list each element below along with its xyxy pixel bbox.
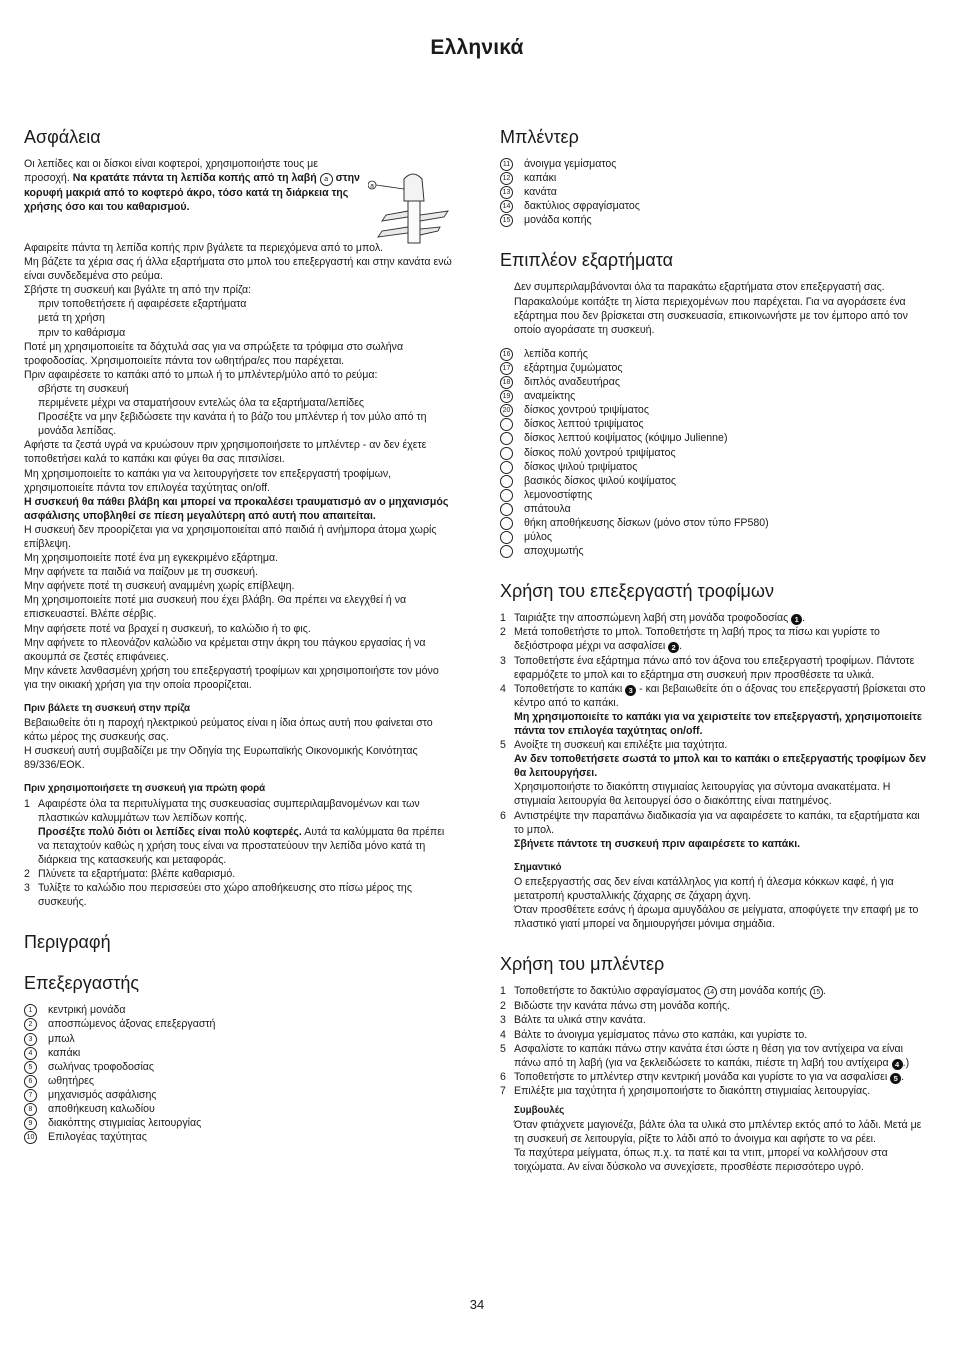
description-heading: Περιγραφή xyxy=(24,932,111,953)
step-number: 6 xyxy=(500,809,506,822)
safety-p6-item-2: περιμένετε μέχρι να σταματήσουν εντελώς όλα τα εξαρτήματα/λεπίδες xyxy=(38,397,365,410)
part-ref-marker: 14 xyxy=(704,986,717,999)
step-number: 5 xyxy=(500,739,506,752)
step-number: 3 xyxy=(500,1014,506,1027)
step-text: Επιλέξτε μια ταχύτητα ή χρησιμοποιήστε το διακόπτη στιγμιαίας λειτουργίας. xyxy=(514,1084,871,1097)
part-ref-marker: 15 xyxy=(810,986,823,999)
item-label: σωλήνας τροφοδοσίας xyxy=(48,1060,155,1073)
item-number: 11 xyxy=(500,158,513,171)
item-number xyxy=(500,418,513,431)
first-use-subheading: Πριν χρησιμοποιήσετε τη συσκευή για πρώτη φορά xyxy=(24,783,266,795)
right-column xyxy=(500,126,928,1174)
item-number: 6 xyxy=(24,1075,37,1088)
item-number: 14 xyxy=(500,200,513,213)
processor-step-6 xyxy=(500,809,928,851)
item-number: 5 xyxy=(24,1061,37,1074)
plug-p1: Βεβαιωθείτε ότι η παροχή ηλεκτρικού ρεύματος είναι η ίδια όπως αυτή που φαίνεται στο κάτω μέρος της συσκευής σας. xyxy=(24,717,433,744)
list-item xyxy=(24,1074,454,1088)
safety-p13: Μην αφήνετε ποτέ τη συσκευή αναμμένη χωρίς επίβλεψη. xyxy=(24,580,295,593)
item-number xyxy=(500,503,513,516)
processor-step-1 xyxy=(500,611,928,625)
first-use-step-1-text: Αφαιρέστε όλα τα περιτυλίγματα της συσκευασίας συμπεριλαμβανομένων και των πλαστικών καλυμμάτων των λεπίδων κοπής. xyxy=(38,797,420,824)
item-number xyxy=(500,461,513,474)
item-number xyxy=(500,489,513,502)
item-number: 8 xyxy=(24,1103,37,1116)
step-text: Βάλτε το άνοιγμα γεμίσματος πάνω στο καπάκι, και γυρίστε το. xyxy=(514,1028,808,1041)
blender-step-2 xyxy=(500,999,928,1013)
step-text-rest: - και βεβαιωθείτε ότι ο άξονας του επεξεργαστή βρίσκεται στο κέντρο από το καπάκι. xyxy=(514,682,926,709)
item-number: 1 xyxy=(24,1004,37,1017)
plug-subheading: Πριν βάλετε τη συσκευή στην πρίζα xyxy=(24,703,191,714)
list-item xyxy=(500,375,928,389)
step-text: Τοποθετήστε το καπάκι xyxy=(514,682,626,695)
safety-p3: Μη βάζετε τα χέρια σας ή άλλα εξαρτήματα στο μπολ του επεξεργαστή και στην κανάτα ενώ είναι συνδεδεμένα στο ρεύμα. xyxy=(24,256,452,283)
step-number: 7 xyxy=(500,1084,506,1097)
item-label: κανάτα xyxy=(524,186,557,199)
item-number xyxy=(500,432,513,445)
step-warning: Σβήνετε πάντοτε τη συσκευή πριν αφαιρέσετε το καπάκι. xyxy=(514,837,801,850)
blender-step-1 xyxy=(500,984,928,999)
first-use-step-2 xyxy=(24,867,454,881)
step-text: Βιδώστε την κανάτα πάνω στη μονάδα κοπής. xyxy=(514,1000,731,1013)
safety-p9-warning: Η συσκευή θα πάθει βλάβη και μπορεί να προκαλέσει τραυματισμό αν ο μηχανισμός ασφάλισης υποβληθεί σε πίεση μεγαλύτερη από αυτή που απαιτείται. xyxy=(24,495,449,522)
item-number: 3 xyxy=(24,1033,37,1046)
item-number: 20 xyxy=(500,404,513,417)
item-label: άνοιγμα γεμίσματος xyxy=(524,158,617,170)
list-item xyxy=(500,502,928,516)
item-number: 9 xyxy=(24,1117,37,1130)
safety-intro xyxy=(24,157,454,241)
item-label: λεμονοστίφτης xyxy=(524,488,593,501)
blender-step-7 xyxy=(500,1084,928,1098)
blender-step-4 xyxy=(500,1028,928,1042)
important-heading: Σημαντικό xyxy=(514,861,562,873)
item-label: βασικός δίσκος ψιλού κοψίματος xyxy=(524,474,677,487)
safety-p6-item-1: σβήστε τη συσκευή xyxy=(38,382,129,395)
list-item xyxy=(500,171,928,185)
step-marker: 3 xyxy=(625,685,636,696)
extras-intro: Δεν συμπεριλαμβάνονται όλα τα παρακάτω εξαρτήματα στον επεξεργαστή σας. Παρακαλούμε κοιτάξτε τη λίστα περιεχομένων που παρέχεται. Για να αγοράσετε ένα εξάρτημα που δεν βρίσκεται στη συσκευασία, επικοινωνήστε με τον έμπορο από τον οποίο αγοράσατε τη συσκευή. xyxy=(514,281,908,336)
list-item xyxy=(500,347,928,361)
step-number: 2 xyxy=(500,626,506,639)
step-number: 2 xyxy=(24,868,30,881)
safety-p16: Μην αφήνετε το πλεονάζον καλώδιο να κρέμεται στην άκρη του πάγκου εργασίας ή να ακουμπά σε ζεστές επιφάνειες. xyxy=(24,636,426,663)
list-item xyxy=(500,213,928,227)
item-number xyxy=(500,475,513,488)
item-number: 17 xyxy=(500,362,513,375)
list-item xyxy=(500,544,928,558)
page-number: 34 xyxy=(469,1297,485,1312)
list-item xyxy=(500,516,928,530)
processor-step-3 xyxy=(500,654,928,682)
extras-list xyxy=(500,347,928,558)
step-number: 4 xyxy=(500,682,506,695)
step-number: 3 xyxy=(24,882,30,895)
important-p1: Ο επεξεργαστής σας δεν είναι κατάλληλος για κοπή ή άλεσμα κόκκων καφέ, ή για μετατροπή κρυσταλλικής ζάχαρης σε ζάχαρη άχνη. xyxy=(514,875,894,903)
safety-p1-bold-2: στην κορυφή μακριά από το κοφτερό άκρο, τόσο κατά τη διάρκεια της χρήσης όσο και του καθαρισμού. xyxy=(24,172,360,214)
step-text: Τοποθετήστε το δακτύλιο σφραγίσματος xyxy=(514,985,704,998)
item-label: καπάκι xyxy=(524,172,557,185)
processor-step-4 xyxy=(500,682,928,738)
item-label: μύλος xyxy=(524,531,553,544)
item-label: αναμείκτης xyxy=(524,390,576,403)
step-number: 3 xyxy=(500,654,506,667)
list-item xyxy=(500,389,928,403)
step-text: Μετά τοποθετήστε το μπολ. Τοποθετήστε τη λαβή προς τα πίσω και γυρίστε το δεξιόστροφα μέχρι να ασφαλίσει xyxy=(514,626,880,653)
step-text-end: .) xyxy=(902,1056,910,1069)
item-number: 15 xyxy=(500,214,513,227)
item-label: ωθητήρες xyxy=(48,1074,94,1087)
safety-p4: Σβήστε τη συσκευή και βγάλτε τη από την πρίζα: xyxy=(24,284,252,297)
use-blender-heading: Χρήση του μπλέντερ xyxy=(500,954,665,975)
list-item xyxy=(24,1046,454,1060)
safety-p6: Πριν αφαιρέσετε το καπάκι από το μπωλ ή το μπλέντερ/μύλο από το ρεύμα: xyxy=(24,368,378,381)
item-label: διπλός αναδευτήρας xyxy=(524,376,620,389)
list-item xyxy=(24,1003,454,1017)
list-item xyxy=(500,157,928,171)
item-label: θήκη αποθήκευσης δίσκων (μόνο στον τύπο FP580) xyxy=(524,516,769,529)
safety-p1-bold-1: Να κρατάτε πάντα τη λεπίδα κοπής από τη λαβή xyxy=(72,172,320,185)
item-label: μπωλ xyxy=(48,1032,75,1045)
step-number: 1 xyxy=(500,985,506,998)
safety-p7: Αφήστε τα ζεστά υγρά να κρυώσουν πριν χρησιμοποιήσετε το μπλέντερ - αν δεν έχετε τοποθετήσει καλά το καπάκι και φύγει θα σας πιτσιλίσει. xyxy=(24,439,427,466)
list-item xyxy=(24,1088,454,1102)
item-number: 16 xyxy=(500,348,513,361)
safety-p12: Μην αφήνετε τα παιδιά να παίζουν με τη συσκευή. xyxy=(24,566,258,579)
step-text: Ασφαλίστε το καπάκι πάνω στην κανάτα έτσι ώστε η θέση για τον αντίχειρα να είναι πάνω από τη λαβή (για να ξεκλειδώσετε το καπάκι, πιέστε τη λαβή του αντίχειρα xyxy=(514,1042,904,1069)
item-number xyxy=(500,545,513,558)
blender-parts-list xyxy=(500,157,928,227)
safety-p2: Αφαιρείτε πάντα τη λεπίδα κοπής πριν βγάλετε τα περιεχόμενα από το μπολ. xyxy=(24,242,384,254)
step-text-end: . xyxy=(822,985,826,998)
safety-p14: Μη χρησιμοποιείτε ποτέ μια συσκευή που έχει βλάβη. Θα πρέπει να ελεγχθεί ή να επισκευαστεί. Βλέπε σέρβις. xyxy=(24,594,407,621)
step-text-mid: στη μονάδα κοπής xyxy=(716,985,810,998)
list-item xyxy=(500,431,928,445)
safety-p17: Μην κάνετε λανθασμένη χρήση του επεξεργαστή τροφίμων και χρησιμοποιήστε τον μόνο για την οικιακή χρήση για την οποία προορίζεται. xyxy=(24,664,439,691)
first-use-step-1-rest: Αυτά τα καλύμματα θα πρέπει να πεταχτούν καθώς η χρήση τους είναι να προστατεύουν την λεπίδα μόνο κατά τη διάρκεια της κατασκευής και μεταφοράς. xyxy=(38,825,445,866)
left-column xyxy=(24,126,454,1144)
step-number: 5 xyxy=(500,1042,506,1055)
item-number: 2 xyxy=(24,1018,37,1031)
first-use-step-3-text: Τυλίξτε το καλώδιο που περισσεύει στο χώρο αποθήκευσης στο πίσω μέρος της συσκευής. xyxy=(38,882,412,909)
safety-p4-item-3: πριν το καθάρισμα xyxy=(38,326,126,339)
blender-heading: Μπλέντερ xyxy=(500,127,579,147)
safety-p11: Μη χρησιμοποιείτε ποτέ ένα μη εγκεκριμένο εξάρτημα. xyxy=(24,552,279,565)
item-label: σπάτουλα xyxy=(524,502,571,515)
step-text: Τοποθετήστε το μπλέντερ στην κεντρική μονάδα και γυρίστε το για να ασφαλίσει xyxy=(514,1070,891,1083)
important-p2: Όταν προσθέτετε εσάνς ή άρωμα αμυγδάλου σε μείγματα, αποφύγετε την επαφή με το πλαστικό γιατί μπορεί να δημιουργήσει μόνιμα σημάδια. xyxy=(514,904,919,931)
step-warning: Αν δεν τοποθετήσετε σωστά το μπολ και το καπάκι ο επεξεργαστής τροφίμων δεν θα λειτουργήσει. xyxy=(514,753,927,780)
step-number: 2 xyxy=(500,1000,506,1013)
processor-step-5 xyxy=(500,738,928,808)
blade-handle-marker: a xyxy=(320,173,333,186)
step-text-end: . xyxy=(679,640,683,653)
blender-step-3 xyxy=(500,1013,928,1027)
list-item xyxy=(24,1102,454,1116)
first-use-step-1-warning: Προσέξτε πολύ διότι οι λεπίδες είναι πολύ κοφτερές. xyxy=(38,825,302,838)
item-number: 10 xyxy=(24,1131,37,1144)
use-processor-heading: Χρήση του επεξεργαστή τροφίμων xyxy=(500,581,774,602)
item-label: αποχυμωτής xyxy=(524,545,584,558)
step-marker: 2 xyxy=(668,642,679,653)
list-item xyxy=(500,474,928,488)
first-use-step-1 xyxy=(24,797,454,867)
processor-parts-list xyxy=(24,1003,454,1144)
blender-step-5 xyxy=(500,1042,928,1070)
item-label: καπάκι xyxy=(48,1046,81,1059)
step-text: Τοποθετήστε ένα εξάρτημα πάνω από τον άξονα του επεξεργαστή τροφίμων. Πάντοτε εφαρμόζετε το μπολ και το εξάρτημα στη συσκευή πριν προσθέσετε τα υλικά. xyxy=(514,654,915,681)
list-item xyxy=(500,446,928,460)
item-label: κεντρική μονάδα xyxy=(48,1004,126,1017)
item-number: 18 xyxy=(500,376,513,389)
list-item xyxy=(500,417,928,431)
step-text-end: . xyxy=(901,1070,905,1083)
step-marker: 1 xyxy=(791,614,802,625)
safety-p10: Η συσκευή δεν προορίζεται για να χρησιμοποιείται από παιδιά ή ανήμπορα άτομα χωρίς επίβλεψη. xyxy=(24,523,437,550)
step-text: Ταιριάξτε την αποσπώμενη λαβή στη μονάδα τροφοδοσίας xyxy=(514,612,792,625)
step-number: 1 xyxy=(500,612,506,625)
item-label: μονάδα κοπής xyxy=(524,214,592,227)
step-number: 1 xyxy=(24,797,30,810)
tips-heading: Συμβουλές xyxy=(514,1104,565,1116)
item-label: Επιλογέας ταχύτητας xyxy=(48,1131,147,1144)
item-label: δακτύλιος σφραγίσματος xyxy=(524,200,640,213)
item-number: 12 xyxy=(500,172,513,185)
figure-label: a xyxy=(370,182,374,190)
processor-step-2 xyxy=(500,625,928,653)
list-item xyxy=(24,1060,454,1074)
step-text-end: . xyxy=(802,612,806,625)
safety-p4-item-2: μετά τη χρήση xyxy=(38,312,105,325)
list-item xyxy=(500,185,928,199)
item-label: μηχανισμός ασφάλισης xyxy=(48,1088,157,1101)
step-text: Αντιστρέψτε την παραπάνω διαδικασία για να αφαιρέσετε το καπάκι, τα εξαρτήματα και το μπολ. xyxy=(514,809,920,836)
blender-step-6 xyxy=(500,1070,928,1084)
list-item xyxy=(500,199,928,213)
list-item xyxy=(500,361,928,375)
list-item xyxy=(24,1032,454,1046)
list-item xyxy=(24,1130,454,1144)
safety-p5: Ποτέ μη χρησιμοποιείτε τα δάχτυλά σας για να σπρώξετε τα τρόφιμα στο σωλήνα τροφοδοσίας. Χρησιμοποιείτε πάντα τον ωθητήρα/ες που παρέχεται. xyxy=(24,340,404,367)
safety-p8: Μη χρησιμοποιείτε το καπάκι για να λειτουργήσετε τον επεξεργαστή τροφίμων, χρησιμοποιείτε πάντα τον επιλογέα ταχύτητας on/off. xyxy=(24,467,392,494)
item-label: δίσκος πολύ χοντρού τριψίματος xyxy=(524,446,676,459)
safety-p4-item-1: πριν τοποθετήσετε ή αφαιρέσετε εξαρτήματα xyxy=(38,298,247,311)
step-text: Ανοίξτε τη συσκευή και επιλέξτε μια ταχύτητα. xyxy=(514,739,728,752)
step-number: 4 xyxy=(500,1028,506,1041)
safety-p1-a: Οι λεπίδες και οι δίσκοι είναι κοφτεροί, χρησιμοποιήστε τους με προσοχή. xyxy=(24,158,318,185)
first-use-step-3 xyxy=(24,881,454,909)
first-use-step-2-text: Πλύνετε τα εξαρτήματα: βλέπε καθαρισμό. xyxy=(38,868,236,881)
step-marker: 5 xyxy=(890,1073,901,1084)
item-label: δίσκος λεπτού τριψίματος xyxy=(524,418,644,431)
list-item xyxy=(500,488,928,502)
item-number xyxy=(500,447,513,460)
safety-p6-item-3: Προσέξτε να μην ξεβιδώσετε την κανάτα ή το βάζο του μπλέντερ ή τον μύλο από τη μονάδα λεπίδας. xyxy=(38,411,427,438)
extras-heading: Επιπλέον εξαρτήματα xyxy=(500,250,674,271)
item-label: αποσπώμενος άξονας επεξεργαστή xyxy=(48,1018,216,1031)
list-item xyxy=(24,1017,454,1031)
safety-p15: Μην αφήσετε ποτέ να βραχεί η συσκευή, το καλώδιο ή το φις. xyxy=(24,622,311,635)
blade-illustration xyxy=(368,171,454,251)
step-number: 6 xyxy=(500,1070,506,1083)
step-warning: Μη χρησιμοποιείτε το καπάκι για να χειριστείτε τον επεξεργαστή, χρησιμοποιείτε πάντα τον επιλογέα ταχύτητας on/off. xyxy=(514,710,922,737)
tips-p1: Όταν φτιάχνετε μαγιονέζα, βάλτε όλα τα υλικά στο μπλέντερ εκτός από το λάδι. Μετά με τη συσκευή σε λειτουργία, ρίξτε το λάδι από το άνοιγμα και αφήστε το να ρέει. xyxy=(514,1119,922,1146)
list-item xyxy=(500,530,928,544)
safety-intro-text xyxy=(24,157,366,214)
tips-p2: Τα παχύτερα μείγματα, όπως π.χ. τα πατέ και τα ντιπ, μπορεί να κολλήσουν στα τοιχώματα. Αν είναι δύσκολο να συνεχίσετε, προσθέστε περισσότερο υγρό. xyxy=(514,1147,888,1174)
item-label: δίσκος χοντρού τριψίματος xyxy=(524,404,649,417)
processor-heading: Επεξεργαστής xyxy=(24,973,140,994)
item-label: εξάρτημα ζυμώματος xyxy=(524,361,623,374)
item-number: 19 xyxy=(500,390,513,403)
item-label: δίσκος λεπτού κοψίματος (κόψιμο Julienne) xyxy=(524,432,728,445)
step-text-rest: Χρησιμοποιήστε το διακόπτη στιγμιαίας λειτουργίας για σύντομα ανακατέματα. Η στιγμιαία λειτουργία θα λειτουργεί όσο ο διακόπτης είναι πατημένος. xyxy=(514,781,891,808)
step-marker: 4 xyxy=(892,1059,903,1070)
step-text: Βάλτε τα υλικά στην κανάτα. xyxy=(514,1014,646,1027)
item-number: 13 xyxy=(500,186,513,199)
list-item xyxy=(500,460,928,474)
list-item xyxy=(24,1116,454,1130)
item-label: αποθήκευση καλωδίου xyxy=(48,1102,155,1115)
list-item xyxy=(500,403,928,417)
item-number: 7 xyxy=(24,1089,37,1102)
item-label: διακόπτης στιγμιαίας λειτουργίας xyxy=(48,1117,202,1130)
item-label: δίσκος ψιλού τριψίματος xyxy=(524,460,638,473)
item-number xyxy=(500,517,513,530)
page-title: Ελληνικά xyxy=(430,36,524,59)
item-label: λεπίδα κοπής xyxy=(524,347,588,360)
safety-heading: Ασφάλεια xyxy=(24,127,101,147)
item-number: 4 xyxy=(24,1047,37,1060)
plug-p2: Η συσκευή αυτή συμβαδίζει με την Οδηγία της Ευρωπαϊκής Οικονομικής Κοινότητας 89/336/ΕΟΚ. xyxy=(24,745,418,772)
item-number xyxy=(500,531,513,544)
